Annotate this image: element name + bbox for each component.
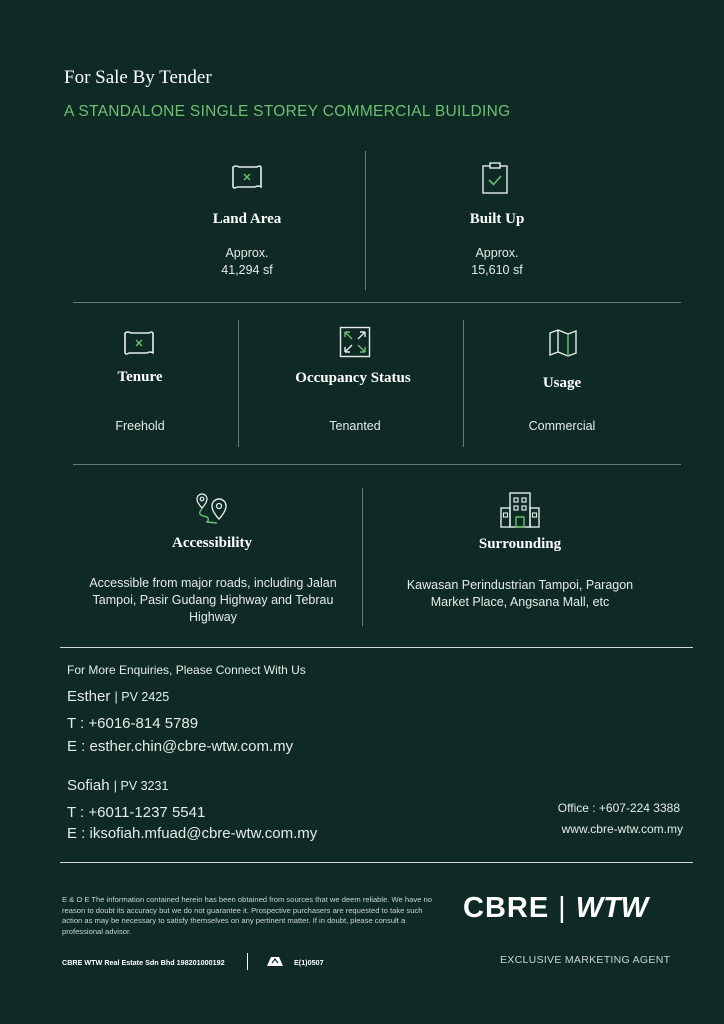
divider	[365, 151, 366, 290]
accessibility-value: Accessible from major roads, including Jalan Tampoi, Pasir Gudang Highway and Tebrau Highway	[89, 576, 337, 624]
exclusive-agent-label: EXCLUSIVE MARKETING AGENT	[500, 954, 671, 966]
divider	[362, 488, 363, 626]
divider	[60, 862, 693, 863]
map-icon	[121, 329, 157, 359]
company-registration: CBRE WTW Real Estate Sdn Bhd 198201000192	[62, 958, 225, 967]
enquiries-heading: For More Enquiries, Please Connect With Us	[67, 663, 306, 677]
contact-email[interactable]: E : esther.chin@cbre-wtw.com.my	[67, 738, 294, 755]
contact-phone[interactable]: T : +6016-814 5789	[67, 715, 199, 732]
contact-email[interactable]: E : iksofiah.mfuad@cbre-wtw.com.my	[67, 825, 318, 842]
office-phone[interactable]: Office : +607-224 3388	[557, 801, 680, 815]
divider	[60, 647, 693, 648]
surrounding-label: Surrounding	[478, 536, 562, 552]
disclaimer-text: E & O E The information contained herein has been obtained from sources that we deem reliable. We have no reason to doubt its accuracy but we do not guarantee it. Prospective purchasers are requested to take such action as may be necessary to satisfy themselves on any pertinent matter. If in doubt, please consult a professional advisor.	[62, 895, 432, 936]
tenure-label: Tenure	[117, 369, 163, 385]
clipboard-check-icon	[481, 161, 509, 195]
building-icon	[499, 490, 541, 528]
divider	[73, 302, 681, 303]
contact-name: Sofiah | PV 3231	[67, 777, 169, 794]
route-pin-icon	[195, 492, 231, 526]
license-badge-icon	[265, 955, 285, 967]
divider	[463, 320, 464, 447]
accessibility-label: Accessibility	[172, 535, 252, 551]
expand-arrows-icon	[339, 326, 371, 358]
land-area-value: Approx. 41,294 sf	[221, 246, 273, 277]
built-up-label: Built Up	[469, 211, 525, 227]
occupancy-value: Tenanted	[329, 419, 381, 433]
page-title: For Sale By Tender	[64, 67, 212, 88]
divider	[247, 953, 248, 970]
occupancy-label: Occupancy Status	[295, 370, 411, 386]
folded-map-icon	[548, 328, 578, 358]
usage-value: Commercial	[528, 419, 596, 433]
land-area-label: Land Area	[212, 211, 282, 227]
divider	[73, 464, 681, 465]
usage-label: Usage	[542, 375, 582, 391]
license-number: E(1)0507	[294, 958, 324, 967]
surrounding-value: Kawasan Perindustrian Tampoi, Paragon Market Place, Angsana Mall, etc	[406, 578, 634, 609]
built-up-value: Approx. 15,610 sf	[471, 246, 523, 277]
brand-logo: CBRE | WTW	[463, 892, 649, 924]
contact-phone[interactable]: T : +6011-1237 5541	[67, 804, 206, 821]
contact-name: Esther | PV 2425	[67, 688, 170, 705]
page-subtitle: A STANDALONE SINGLE STOREY COMMERCIAL BUILDING	[64, 103, 511, 120]
website-link[interactable]: www.cbre-wtw.com.my	[561, 822, 683, 836]
tenure-value: Freehold	[115, 419, 165, 433]
map-icon	[229, 163, 265, 193]
divider	[238, 320, 239, 447]
